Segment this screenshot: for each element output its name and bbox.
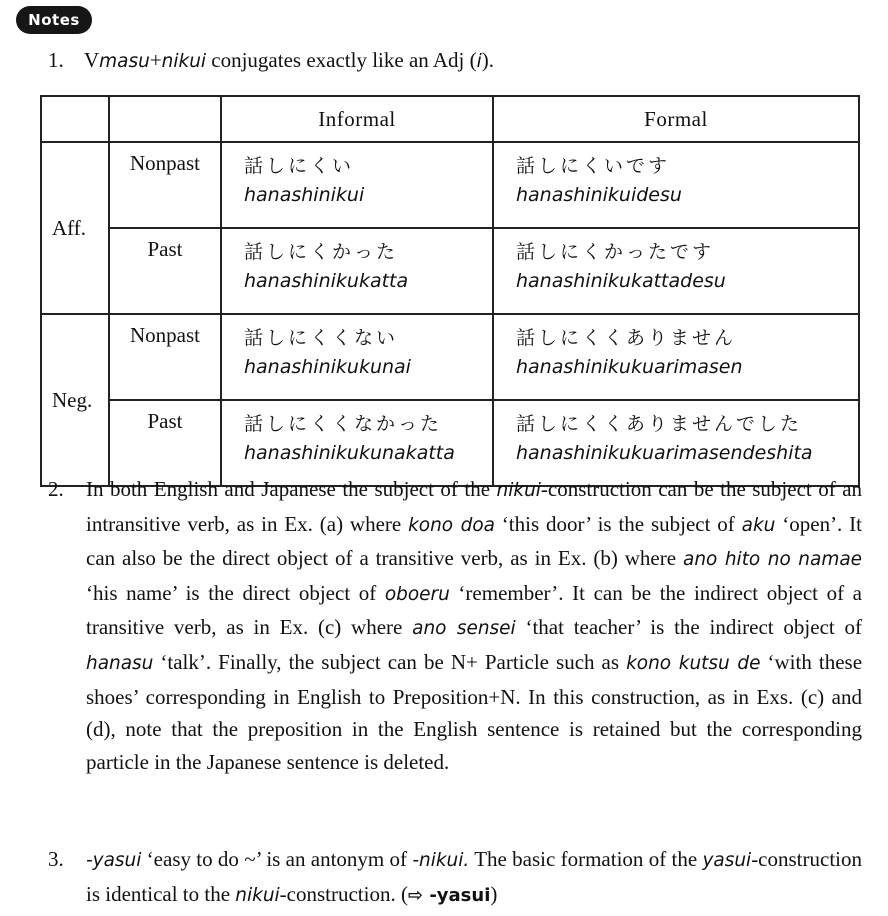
table-header-row	[41, 96, 859, 142]
note-number: 1.	[48, 48, 64, 72]
header-informal: Informal	[221, 96, 493, 142]
japanese-form: 話しにくいです	[516, 155, 671, 177]
romaji-form: hanashinikukunakatta	[244, 442, 455, 464]
informal-cell	[221, 142, 493, 228]
formal-cell	[493, 142, 859, 228]
group-label-neg: Neg.	[41, 314, 109, 486]
romaji-form: hanashinikukuarimasen	[516, 356, 743, 378]
romaji-form: hanashinikuidesu	[516, 184, 682, 206]
note-number: 3.	[48, 847, 64, 871]
table-row	[41, 314, 859, 400]
informal-cell	[221, 314, 493, 400]
note-1: 1. Vmasu+nikui conjugates exactly like an Adj (i).	[48, 48, 495, 72]
romaji-form: hanashinikukatta	[244, 270, 409, 292]
note-3	[48, 843, 862, 912]
tense-label: Nonpast	[109, 314, 221, 400]
table-row	[41, 142, 859, 228]
conjugation-table	[40, 95, 860, 487]
japanese-form: 話しにくい	[244, 155, 355, 177]
japanese-form: 話しにくくなかった	[244, 413, 443, 435]
tense-label: Past	[109, 400, 221, 486]
romaji-form: hanashinikui	[244, 184, 365, 206]
header-empty-cell	[109, 96, 221, 142]
tense-label: Nonpast	[109, 142, 221, 228]
tense-label: Past	[109, 228, 221, 314]
notes-badge: Notes	[16, 6, 92, 34]
table-row	[41, 228, 859, 314]
header-formal: Formal	[493, 96, 859, 142]
formal-cell	[493, 228, 859, 314]
formal-cell	[493, 314, 859, 400]
note-2	[48, 473, 862, 778]
romaji-form: hanashinikukunai	[244, 356, 411, 378]
japanese-form: 話しにくくありません	[516, 327, 737, 349]
note-3-text: -yasui ‘easy to do ~’ is an antonym of -nikui. The basic formation of the yasui-construction is identical to the nikui-construction. (⇨ -yasui)	[86, 847, 862, 906]
note-number: 2.	[48, 477, 64, 501]
romaji-form: hanashinikukattadesu	[516, 270, 726, 292]
japanese-form: 話しにくくない	[244, 327, 399, 349]
japanese-form: 話しにくくありませんでした	[516, 413, 803, 435]
group-label-aff: Aff.	[41, 142, 109, 314]
informal-cell	[221, 228, 493, 314]
header-empty-cell	[41, 96, 109, 142]
cross-reference-link[interactable]: ⇨ -yasui	[407, 884, 491, 906]
japanese-form: 話しにくかった	[244, 241, 399, 263]
note-2-text: In both English and Japanese the subject of the nikui-construction can be the subject of an intransitive verb, as in Ex. (a) where kono doa ‘this door’ is the subject of aku ‘open’. It can also be the direct object of a transitive verb, as in Ex. (b) where ano hito no namae ‘his name’ is the direct object of oboeru ‘remember’. It can be the indirect object of a transitive verb, as in Ex. (c) where ano sensei ‘that teacher’ is the indirect object of hanasu ‘talk’. Finally, the subject can be N+ Particle such as kono kutsu de ‘with these shoes’ corresponding in English to Preposition+N. In this construction, as in Exs. (c) and (d), note that the preposition in the English sentence is retained but the corresponding particle in the Japanese sentence is deleted.	[86, 477, 863, 774]
romaji-form: hanashinikukuarimasendeshita	[516, 442, 813, 464]
japanese-form: 話しにくかったです	[516, 241, 715, 263]
